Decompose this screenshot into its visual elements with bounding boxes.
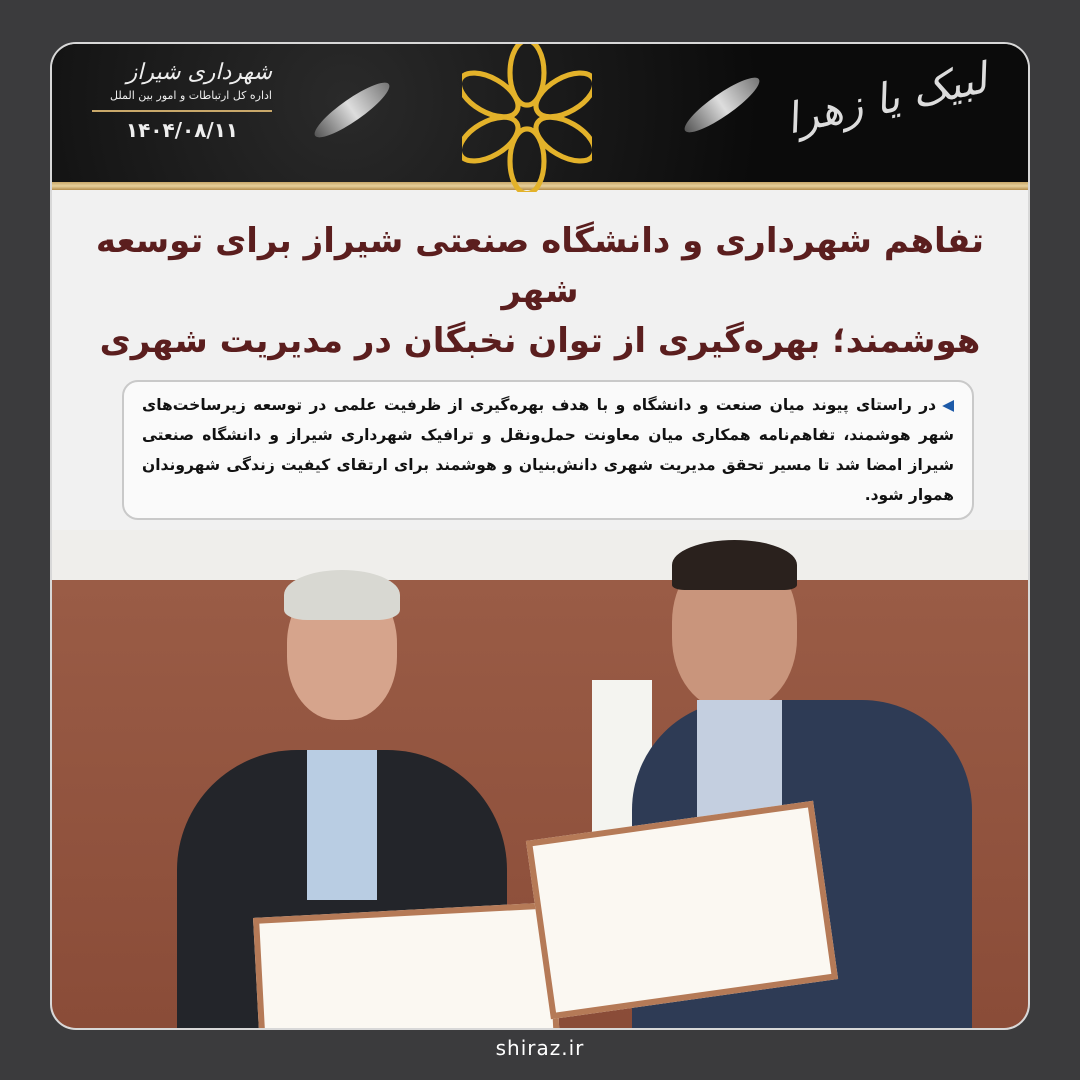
mourning-slogan: لبیک یا زهرا (780, 53, 991, 144)
brand-name: شهرداری شیراز (126, 60, 272, 85)
signing-ceremony-photo (52, 530, 1028, 1028)
website-url[interactable]: shiraz.ir (495, 1036, 585, 1060)
post-date: ۱۴۰۴/۰۸/۱۱ (125, 118, 239, 142)
title-line-1: تفاهم شهرداری و دانشگاه صنعتی شیراز برای توسعه شهر (95, 221, 985, 311)
bullet-icon: ◀ (942, 396, 954, 414)
signed-document-left (253, 902, 561, 1028)
feather-icon (679, 70, 765, 140)
ceiling (52, 530, 1028, 580)
person-left-shirt (307, 750, 377, 900)
feather-icon (309, 75, 395, 145)
article-summary-box (122, 380, 974, 520)
title-line-2: هوشمند؛ بهره‌گیری از توان نخبگان در مدیریت شهری (99, 321, 981, 361)
article-summary: در راستای پیوند میان صنعت و دانشگاه و با هدف بهره‌گیری از ظرفیت علمی در توسعه زیرساخت‌های شهر هوشمند، تفاهم‌نامه همکاری میان معاونت حمل‌ونقل و ترافیک شهرداری شیراز و دانشگاه صنعتی شیراز امضا شد تا مسیر تحقق مدیریت شهری دانش‌بنیان و هوشمند برای ارتقای کیفیت زندگی شهروندان هموار شود. (142, 396, 954, 504)
person-right-hair (672, 540, 797, 590)
municipality-brand (92, 60, 272, 142)
brand-department: اداره کل ارتباطات و امور بین الملل (110, 89, 272, 102)
shiraz-flower-logo-icon (462, 42, 592, 192)
header-area (52, 44, 1028, 190)
post-card (50, 42, 1030, 1030)
divider (92, 110, 272, 112)
article-title (52, 190, 1028, 376)
person-left-hair (284, 570, 400, 620)
